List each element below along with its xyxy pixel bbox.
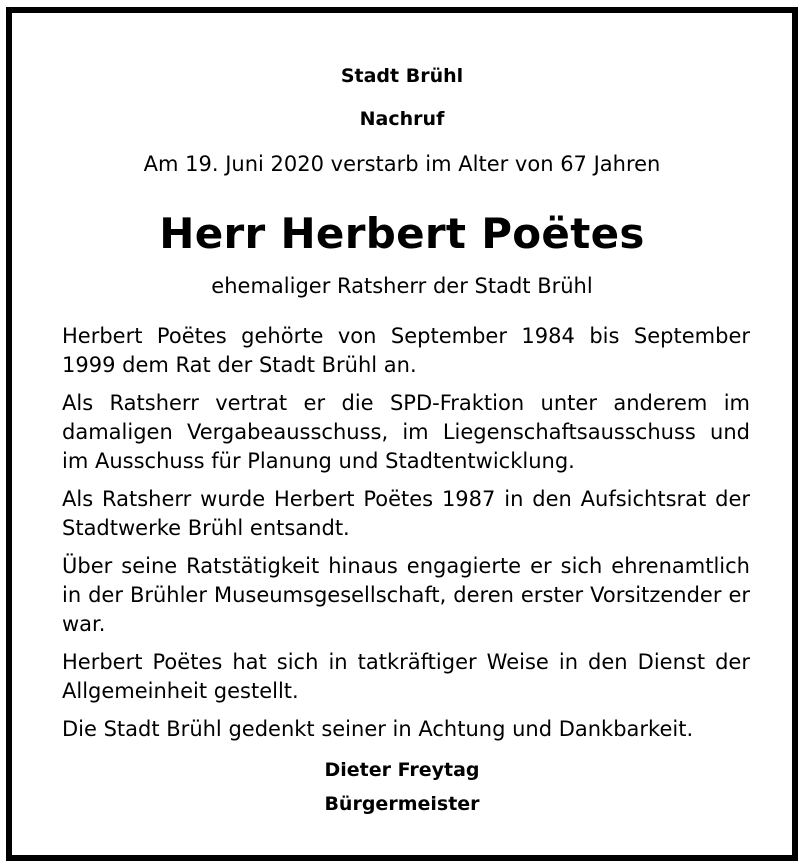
organization-name: Stadt Brühl [340,65,464,87]
paragraph-remembrance: Die Stadt Brühl gedenkt seiner in Achtung und Dankbarkeit. [62,717,694,741]
obituary-body [62,322,750,753]
paragraph-council-membership: Herbert Poëtes gehörte von September 1984 bis September 1999 dem Rat der Stadt Brühl an. [62,324,750,377]
signer-title: Bürgermeister [324,793,480,815]
paragraph-committees: Als Ratsherr vertrat er die SPD-Fraktion unter anderem im damaligen Vergabeausschuss, im Liegenschaftsausschuss und im Ausschuss für Planung und Stadtentwicklung. [62,391,750,473]
notice-title: Nachruf [359,108,445,130]
deceased-name: Herr Herbert Poëtes [159,209,645,258]
paragraph-supervisory-board: Als Ratsherr wurde Herbert Poëtes 1987 in den Aufsichtsrat der Stadtwerke Brühl entsandt. [62,487,750,540]
paragraph-museum-society: Über seine Ratstätigkeit hinaus engagierte er sich ehrenamtlich in der Brühler Museumsgesellschaft, deren erster Vorsitzender er war. [62,554,750,636]
paragraph-public-service: Herbert Poëtes hat sich in tatkräftiger Weise in den Dienst der Allgemeinheit gestellt. [62,650,750,703]
deceased-role: ehemaliger Ratsherr der Stadt Brühl [211,274,593,298]
obituary-notice [6,7,798,861]
death-announcement: Am 19. Juni 2020 verstarb im Alter von 67 Jahren [143,152,661,176]
signer-name: Dieter Freytag [324,759,480,781]
